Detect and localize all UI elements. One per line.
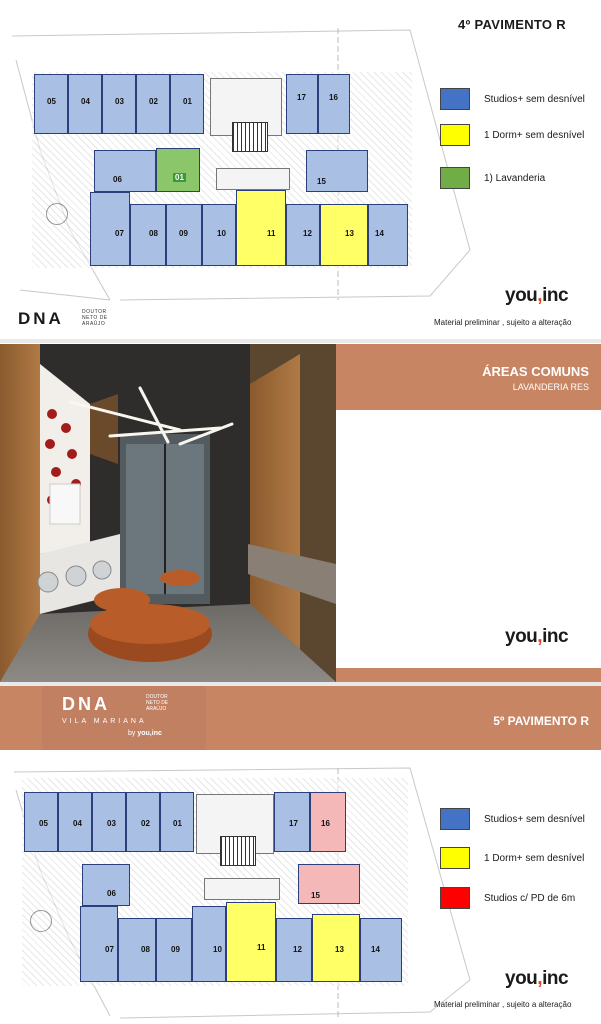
legend-swatch-blue [440, 808, 470, 830]
unit-12[interactable]: 12 [276, 918, 312, 982]
youinc-logo: you,inc [505, 968, 569, 989]
legend-pd [440, 887, 470, 909]
legend-laundry [440, 167, 470, 189]
header-band [336, 344, 601, 410]
slide-divider [0, 339, 601, 343]
corridor-rooms [216, 168, 290, 190]
laundry-illustration [0, 344, 336, 682]
legend-swatch-yellow [440, 847, 470, 869]
floor-title: 4º PAVIMENTO R [458, 17, 566, 32]
legend-label-dorm: 1 Dorm+ sem desnível [484, 853, 585, 864]
unit-08[interactable]: 08 [118, 918, 156, 982]
legend-studio [440, 88, 470, 110]
youinc-logo: you,inc [505, 285, 569, 306]
unit-05[interactable]: 05 [24, 792, 58, 852]
floor-title: 5º PAVIMENTO R [493, 714, 589, 728]
header-band [0, 686, 601, 750]
unit-17[interactable]: 17 [286, 74, 318, 134]
section-subtitle: LAVANDERIA RES [512, 382, 589, 392]
unit-01[interactable]: 01 [160, 792, 194, 852]
unit-13[interactable]: 13 [320, 204, 368, 266]
legend-swatch-blue [440, 88, 470, 110]
unit-11[interactable]: 11 [236, 190, 286, 266]
unit-01[interactable]: 01 [170, 74, 204, 134]
unit-10[interactable]: 10 [202, 204, 236, 266]
staircase [232, 122, 268, 152]
unit-02[interactable]: 02 [136, 74, 170, 134]
unit-11[interactable]: 11 [226, 902, 276, 982]
disclaimer-note: Material preliminar , sujeito a alteração [434, 318, 572, 327]
laundry-room[interactable]: 01 [156, 148, 200, 192]
unit-06[interactable]: 06 [94, 150, 156, 192]
legend-label-pd: Studios c/ PD de 6m [484, 893, 576, 904]
legend-label-dorm: 1 Dorm+ sem desnível [484, 130, 585, 141]
legend-label-studio: Studios+ sem desnível [484, 814, 585, 825]
unit-09[interactable]: 09 [166, 204, 202, 266]
unit-09[interactable]: 09 [156, 918, 192, 982]
unit-06[interactable]: 06 [82, 864, 130, 906]
unit-03[interactable]: 03 [92, 792, 126, 852]
footer-band [336, 668, 601, 682]
legend-studio [440, 808, 470, 830]
unit-08[interactable]: 08 [130, 204, 166, 266]
unit-14[interactable]: 14 [360, 918, 402, 982]
dna-logo-sub: DOUTOR NETO DE ARAÚJO [82, 309, 108, 327]
unit-04[interactable]: 04 [58, 792, 92, 852]
unit-15[interactable]: 15 [306, 150, 368, 192]
legend-label-laundry: 1) Lavanderia [484, 173, 546, 184]
unit-16[interactable]: 16 [318, 74, 350, 134]
floor-plan [22, 778, 408, 986]
unit-02[interactable]: 02 [126, 792, 160, 852]
legend-swatch-green [440, 167, 470, 189]
slide-5th-floor [0, 686, 601, 1024]
unit-03[interactable]: 03 [102, 74, 136, 134]
unit-13[interactable]: 13 [312, 914, 360, 982]
disclaimer-note: Material preliminar , sujeito a alteração [434, 1000, 572, 1009]
legend-dorm [440, 847, 470, 869]
unit-12[interactable]: 12 [286, 204, 320, 266]
unit-04[interactable]: 04 [68, 74, 102, 134]
legend-dorm [440, 124, 470, 146]
floor-plan [32, 72, 412, 268]
laundry-photo [0, 344, 336, 682]
unit-17[interactable]: 17 [274, 792, 310, 852]
section-title: ÁREAS COMUNS [482, 364, 589, 379]
staircase [220, 836, 256, 866]
legend-swatch-red [440, 887, 470, 909]
unit-07[interactable]: 07 [80, 906, 118, 982]
dna-vila-mariana-logo: DNA DOUTOR NETO DE ARAÚJO VILA MARIANA by you,inc [42, 686, 206, 750]
dna-logo: DNA [18, 309, 64, 328]
unit-10[interactable]: 10 [192, 906, 226, 982]
legend-label-studio: Studios+ sem desnível [484, 94, 585, 105]
youinc-logo: you,inc [505, 626, 569, 647]
unit-07[interactable]: 07 [90, 192, 130, 266]
corridor-rooms [204, 878, 280, 900]
slide-4th-floor [0, 0, 601, 338]
unit-05[interactable]: 05 [34, 74, 68, 134]
slide-common-areas [0, 344, 601, 682]
unit-14[interactable]: 14 [368, 204, 408, 266]
unit-16[interactable]: 16 [310, 792, 346, 852]
unit-15[interactable]: 15 [298, 864, 360, 904]
legend-swatch-yellow [440, 124, 470, 146]
